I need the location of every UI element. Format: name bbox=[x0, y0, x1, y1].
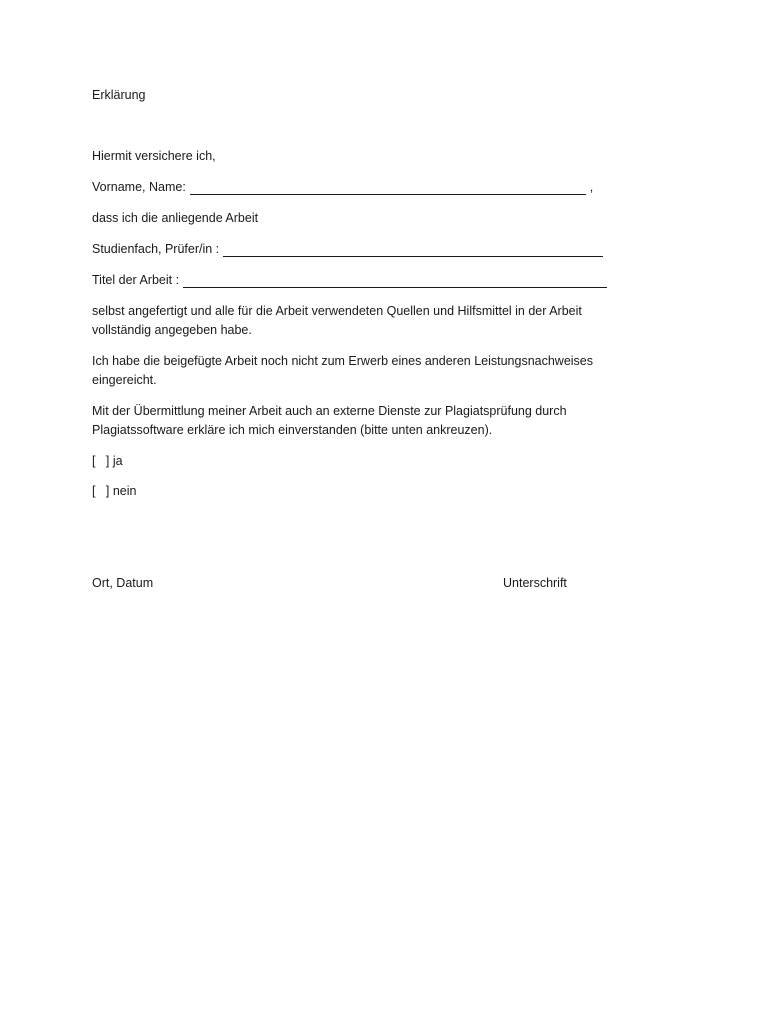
independence-line-2: vollständig angegeben habe. bbox=[92, 323, 252, 337]
consent-paragraph bbox=[92, 402, 632, 440]
signature-label: Unterschrift bbox=[503, 576, 567, 590]
place-date-label: Ort, Datum bbox=[92, 576, 154, 590]
prior-submission-line-2: eingereicht. bbox=[92, 373, 157, 387]
independence-line-1: selbst angefertigt und alle für die Arbeit verwendeten Quellen und Hilfsmittel in der Arbeit bbox=[92, 304, 582, 318]
document-title: Erklärung bbox=[92, 88, 146, 102]
subject-label: Studienfach, Prüfer/in : bbox=[92, 242, 220, 256]
subject-blank-line[interactable] bbox=[223, 243, 603, 257]
thesis-title-label: Titel der Arbeit : bbox=[92, 273, 180, 287]
name-label: Vorname, Name: bbox=[92, 180, 186, 194]
consent-line-2: Plagiatssoftware erkläre ich mich einverstanden (bitte unten ankreuzen). bbox=[92, 423, 493, 437]
intro-text: Hiermit versichere ich, bbox=[92, 149, 216, 163]
thesis-title-blank-line[interactable] bbox=[183, 274, 607, 288]
name-blank-line[interactable] bbox=[190, 181, 586, 195]
option-no-checkbox[interactable]: [ ] nein bbox=[92, 484, 137, 498]
independence-paragraph bbox=[92, 302, 632, 340]
name-suffix: , bbox=[589, 180, 594, 194]
option-yes-checkbox[interactable]: [ ] ja bbox=[92, 454, 123, 468]
consent-line-1: Mit der Übermittlung meiner Arbeit auch an externe Dienste zur Plagiatsprüfung durch bbox=[92, 404, 567, 418]
name-field-row bbox=[92, 180, 593, 195]
prior-submission-paragraph bbox=[92, 352, 632, 390]
prior-submission-line-1: Ich habe die beigefügte Arbeit noch nicht zum Erwerb eines anderen Leistungsnachweises bbox=[92, 354, 594, 368]
thesis-title-field-row bbox=[92, 273, 607, 288]
subject-field-row bbox=[92, 242, 603, 257]
work-statement-text: dass ich die anliegende Arbeit bbox=[92, 211, 259, 225]
